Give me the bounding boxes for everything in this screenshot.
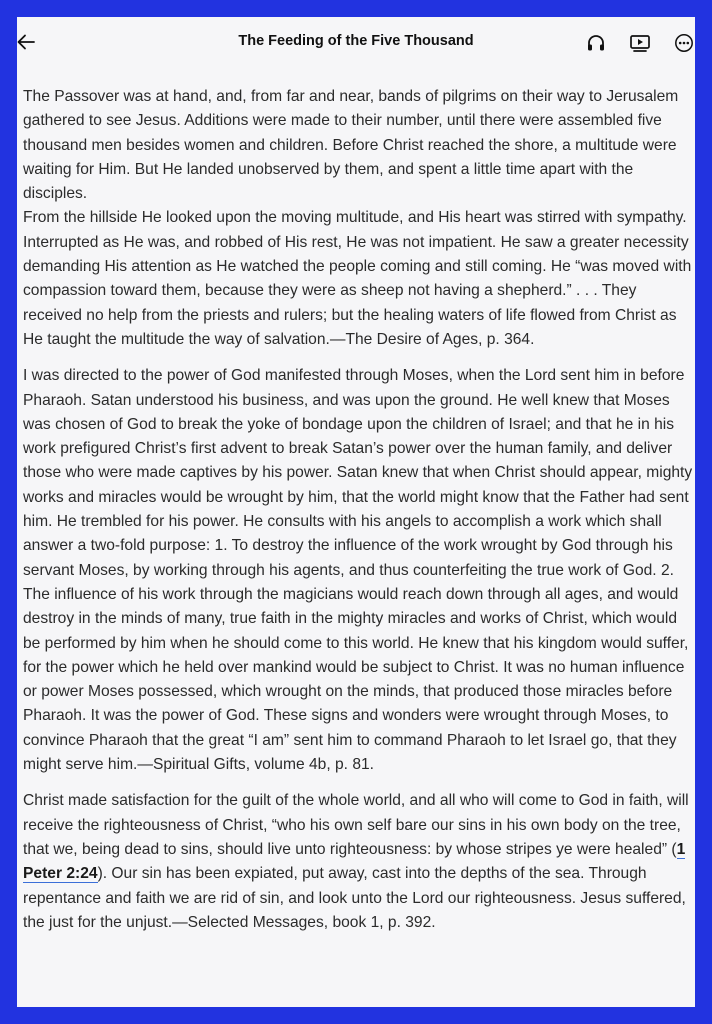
paragraph-4-text-end: ). Our sin has been expiated, put away, cast into the depths of the sea. Through repentance and faith we are rid of sin, and look unto the Lord our righteousness. Jesus suffered, the just for the unjust.—Selected Messages, book 1, p. 392. (23, 865, 686, 931)
more-options-button[interactable] (671, 30, 695, 56)
top-bar (17, 17, 695, 69)
paragraph-3: I was directed to the power of God manifested through Moses, when the Lord sent him in before Pharaoh. Satan understood his business, and was upon the ground. He well knew that Moses was chosen of God to break the yoke of bondage upon the children of Israel; and that he in his work prefigured Christ’s first advent to break Satan’s power over the human family, and deliver those who were made captives by his power. Satan knew that when Christ should appear, mighty works and miracles would be wrought by him, that the world might know that the Father had sent him. He trembled for his power. He consults with his angels to accomplish a work which shall answer a two-fold purpose: 1. To destroy the influence of the work wrought by God through his servant Moses, by working through his agents, and thus counterfeiting the true work of God. 2. The influence of his work through the magicians would reach down through all ages, and would destroy in the minds of many, true faith in the mighty miracles and works of Christ, which would be performed by him when he should come to this world. He knew that his kingdom would suffer, for the power which he held over mankind would be subject to Christ. It was no human influence or power Moses possessed, which wrought on the minds, that produced those miracles before Pharaoh. It was the power of God. These signs and wonders were wrought through Moses, to convince Pharaoh that the great “I am” sent him to command Pharaoh to let Israel go, that they might serve him.—Spiritual Gifts, volume 4b, p. 81. (23, 367, 693, 774)
back-button[interactable] (17, 31, 37, 53)
more-options-icon (674, 33, 694, 53)
reader-screen (17, 17, 695, 1007)
play-screen-icon (629, 33, 651, 53)
video-button[interactable] (627, 30, 653, 56)
arrow-left-icon (17, 34, 35, 50)
paragraph-4 (23, 789, 695, 935)
paragraph-4-text-start: Christ made satisfaction for the guilt of the whole world, and all who will come to God in faith, will receive the righteousness of Christ, “who his own self bare our sins in his own body on the tree, that we, being dead to sins, should live unto righteousness: by whose stripes ye were healed” ( (23, 792, 689, 858)
scripture-reference-link[interactable]: 1 Peter 2:24 (23, 840, 686, 883)
article-body (23, 85, 695, 935)
paragraph-1: The Passover was at hand, and, from far and near, bands of pilgrims on their way to Jerusalem gathered to see Jesus. Additions were made to their number, until there were assembled five thousand men besides women and children. Before Christ reached the shore, a multitude were waiting for Him. But He landed unobserved by them, and spent a little time apart with the disciples. (23, 88, 679, 203)
paragraph-2: From the hillside He looked upon the moving multitude, and His heart was stirred with sympathy. Interrupted as He was, and robbed of His rest, He was not impatient. He saw a greater necessity demanding His attention as He watched the people coming and still coming. He “was moved with compassion toward them, because they were as sheep not having a shepherd.” . . . They received no help from the priests and rulers; but the healing waters of life flowed from Christ as He taught the multitude the way of salvation.—The Desire of Ages, p. 364. (23, 209, 692, 348)
audio-button[interactable] (583, 30, 609, 56)
headphones-icon (586, 33, 606, 53)
page-title: The Feeding of the Five Thousand (238, 33, 474, 49)
